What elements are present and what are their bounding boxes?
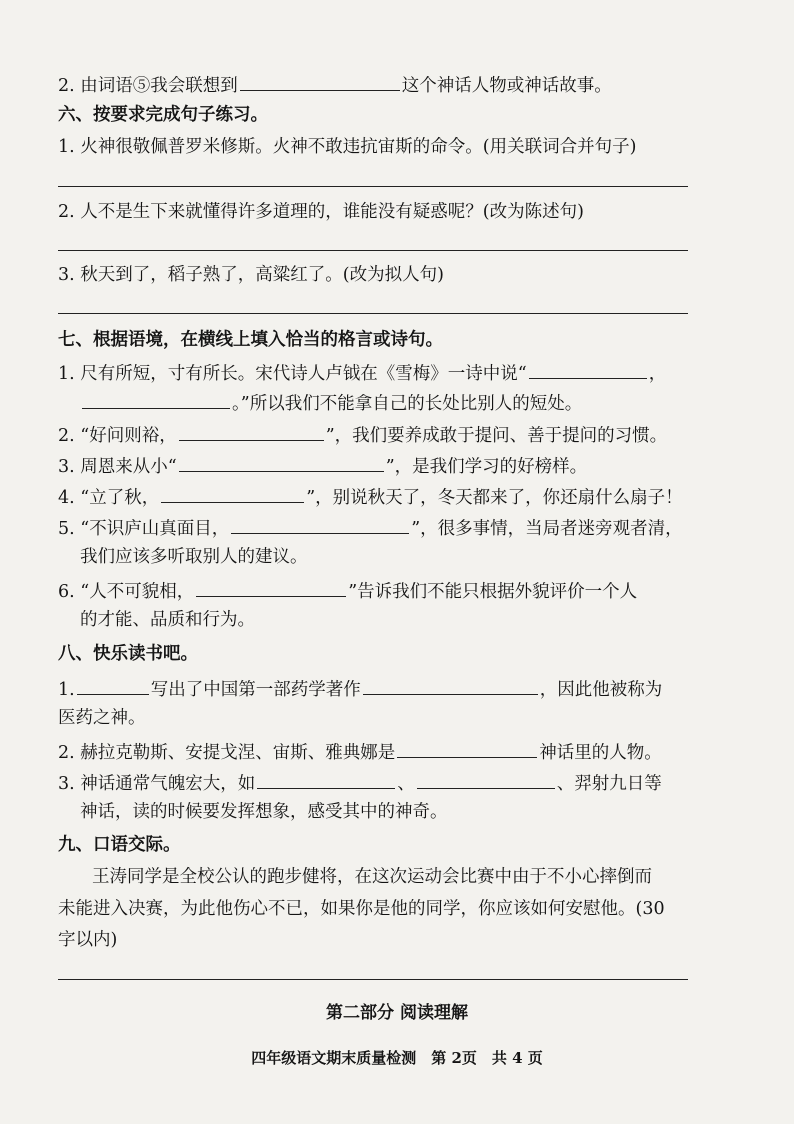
s8-q2: 2. 赫拉克勒斯、安提戈涅、宙斯、雅典娜是 神话里的人物。 (58, 737, 698, 766)
s8-q1-line1: 1. 写出了中国第一部药学著作 ，因此他被称为 (58, 674, 698, 703)
answer-blank[interactable] (161, 482, 304, 503)
s7-q3: 3. 周恩来从小“ ”，是我们学习的好榜样。 (58, 451, 698, 480)
answer-blank[interactable] (529, 358, 647, 379)
answer-blank[interactable] (417, 768, 555, 789)
s9-paragraph-line1: 王涛同学是全校公认的跑步健将，在这次运动会比赛中由于不小心摔倒而 (92, 867, 652, 887)
s6-q2: 2. 人不是生下来就懂得许多道理的，谁能没有疑惑呢？(改为陈述句) (58, 202, 584, 222)
s6-q1: 1. 火神很敬佩普罗米修斯。火神不敢违抗宙斯的命令。(用关联词合并句子) (58, 137, 637, 157)
answer-line[interactable] (58, 186, 688, 187)
section-6-heading: 六、按要求完成句子练习。 (58, 105, 268, 125)
s8-q3-line2: 神话，读的时候要发挥想象，感受其中的神奇。 (80, 802, 448, 822)
s6-q3: 3. 秋天到了，稻子熟了，高粱红了。(改为拟人句) (58, 265, 444, 285)
s7-q2: 2. “好问则裕， ”，我们要养成敢于提问、善于提问的习惯。 (58, 420, 698, 449)
answer-line[interactable] (58, 979, 688, 980)
s7-q5-line1: 5. “不识庐山真面目， ”，很多事情，当局者迷旁观者清， (58, 513, 698, 542)
page-footer: 四年级语文期末质量检测 第 2页 共 4 页 (251, 1049, 543, 1067)
s7-q1-line2: 。”所以我们不能拿自己的长处比别人的短处。 (80, 388, 698, 417)
s7-q1-line1: 1. 尺有所短，寸有所长。宋代诗人卢钺在《雪梅》一诗中说“ ， (58, 358, 698, 387)
s7-q6-line2: 的才能、品质和行为。 (80, 610, 255, 630)
answer-blank[interactable] (179, 420, 324, 441)
answer-blank[interactable] (196, 576, 346, 597)
answer-blank[interactable] (257, 768, 395, 789)
s7-q4: 4. “立了秋， ”，别说秋天了，冬天都来了，你还扇什么扇子！ (58, 482, 698, 511)
s8-q3-line1: 3. 神话通常气魄宏大，如 、 、羿射九日等 (58, 768, 698, 797)
part-2-title: 第二部分 阅读理解 (326, 1003, 468, 1023)
q5-2-line: 2. 由词语⑤我会联想到 这个神话人物或神话故事。 (58, 70, 698, 99)
section-7-heading: 七、根据语境，在横线上填入恰当的格言或诗句。 (58, 330, 443, 350)
answer-blank[interactable] (77, 674, 149, 695)
answer-line[interactable] (58, 313, 688, 314)
s9-paragraph-line2: 未能进入决赛，为此他伤心不已，如果你是他的同学，你应该如何安慰他。(30 (58, 899, 665, 919)
s9-paragraph-line3: 字以内) (58, 930, 118, 950)
s7-q6-line1: 6. “人不可貌相， ”告诉我们不能只根据外貌评价一个人 (58, 576, 698, 605)
answer-blank[interactable] (397, 737, 537, 758)
answer-blank[interactable] (363, 674, 538, 695)
answer-blank[interactable] (231, 513, 409, 534)
answer-blank[interactable] (82, 388, 230, 409)
answer-blank[interactable] (240, 70, 400, 91)
section-8-heading: 八、快乐读书吧。 (58, 644, 198, 664)
answer-line[interactable] (58, 250, 688, 251)
section-9-heading: 九、口语交际。 (58, 835, 181, 855)
answer-blank[interactable] (179, 451, 384, 472)
s8-q1-line2: 医药之神。 (58, 708, 146, 728)
s7-q5-line2: 我们应该多听取别人的建议。 (80, 547, 308, 567)
